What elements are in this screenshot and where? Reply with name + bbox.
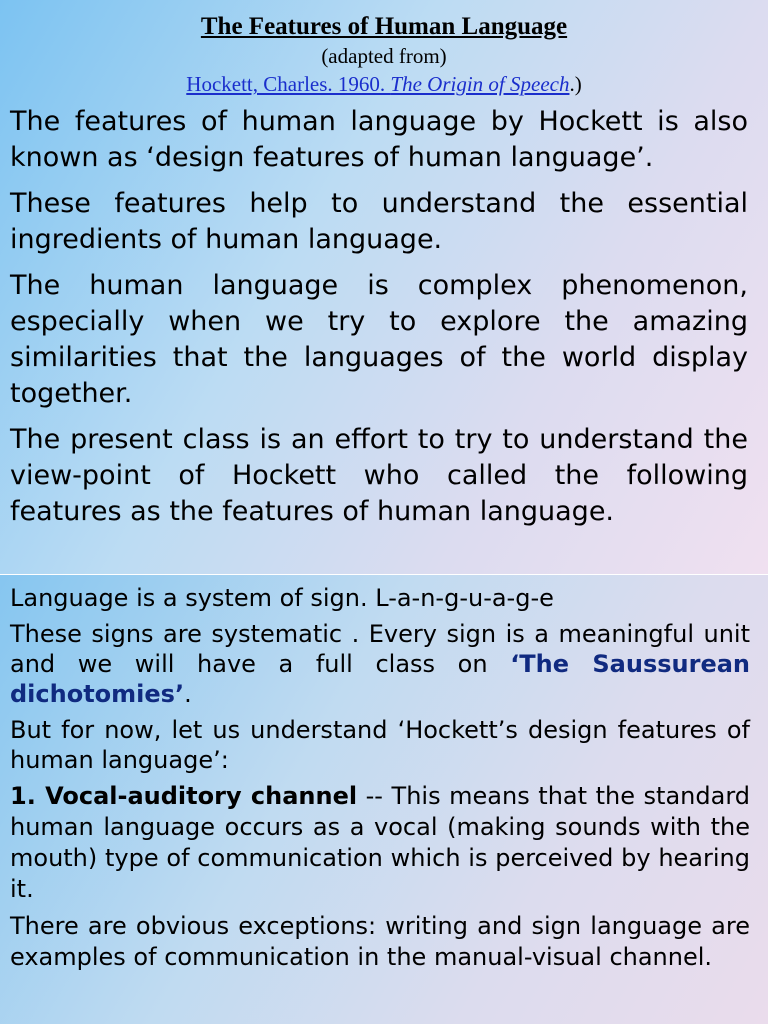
slide1-body <box>0 98 768 530</box>
paragraph-essential-ingredients: These features help to understand the essential ingredients of human language. <box>10 188 748 255</box>
slide-header <box>0 0 768 98</box>
saussurean-emphasis: ‘The Saussurean dichotomies’ <box>10 650 750 708</box>
page-title: The Features of Human Language <box>200 13 568 40</box>
slide2-body <box>0 575 768 973</box>
paragraph-present-class: The present class is an effort to try to understand the view-point of Hockett who called the following features as the features of human language. <box>10 424 748 527</box>
citation-work-rest: Speech <box>510 72 570 96</box>
paragraph-design-features: The features of human language by Hockett is also known as ‘design features of human language’. <box>10 106 748 173</box>
paragraph-system-of-sign: Language is a system of sign. L-a-n-g-u-a-g-e <box>10 584 554 612</box>
paragraph-for-now: But for now, let us understand ‘Hockett’s design features of human language’: <box>10 716 750 774</box>
paragraph-vocal-auditory <box>10 781 750 905</box>
paragraph-exceptions: There are obvious exceptions: writing and sign language are examples of communication in the manual-visual channel. <box>10 912 750 971</box>
citation-work-italic: The Origin of <box>390 72 510 96</box>
signs-tail: . <box>184 680 192 708</box>
paragraph-complex-phenomenon: The human language is complex phenomenon, especially when we try to explore the amazing similarities that the languages of the world display together. <box>10 270 748 409</box>
citation <box>0 70 768 98</box>
slide-vocal-auditory <box>0 575 768 1024</box>
vocal-auditory-heading: 1. Vocal-auditory channel <box>10 782 358 810</box>
paragraph-signs-systematic <box>10 619 750 709</box>
citation-link[interactable] <box>186 72 569 96</box>
signs-text: These signs are systematic . Every sign is a meaningful unit and we will have a full class on <box>10 620 750 678</box>
vocal-auditory-text: -- This means that the standard human language occurs as a vocal (making sounds with the mouth) type of communication which is perceived by hearing it. <box>10 782 750 903</box>
citation-tail: .) <box>569 72 582 96</box>
subtitle: (adapted from) <box>321 44 447 68</box>
citation-authors: Hockett, Charles. 1960. <box>186 72 391 96</box>
